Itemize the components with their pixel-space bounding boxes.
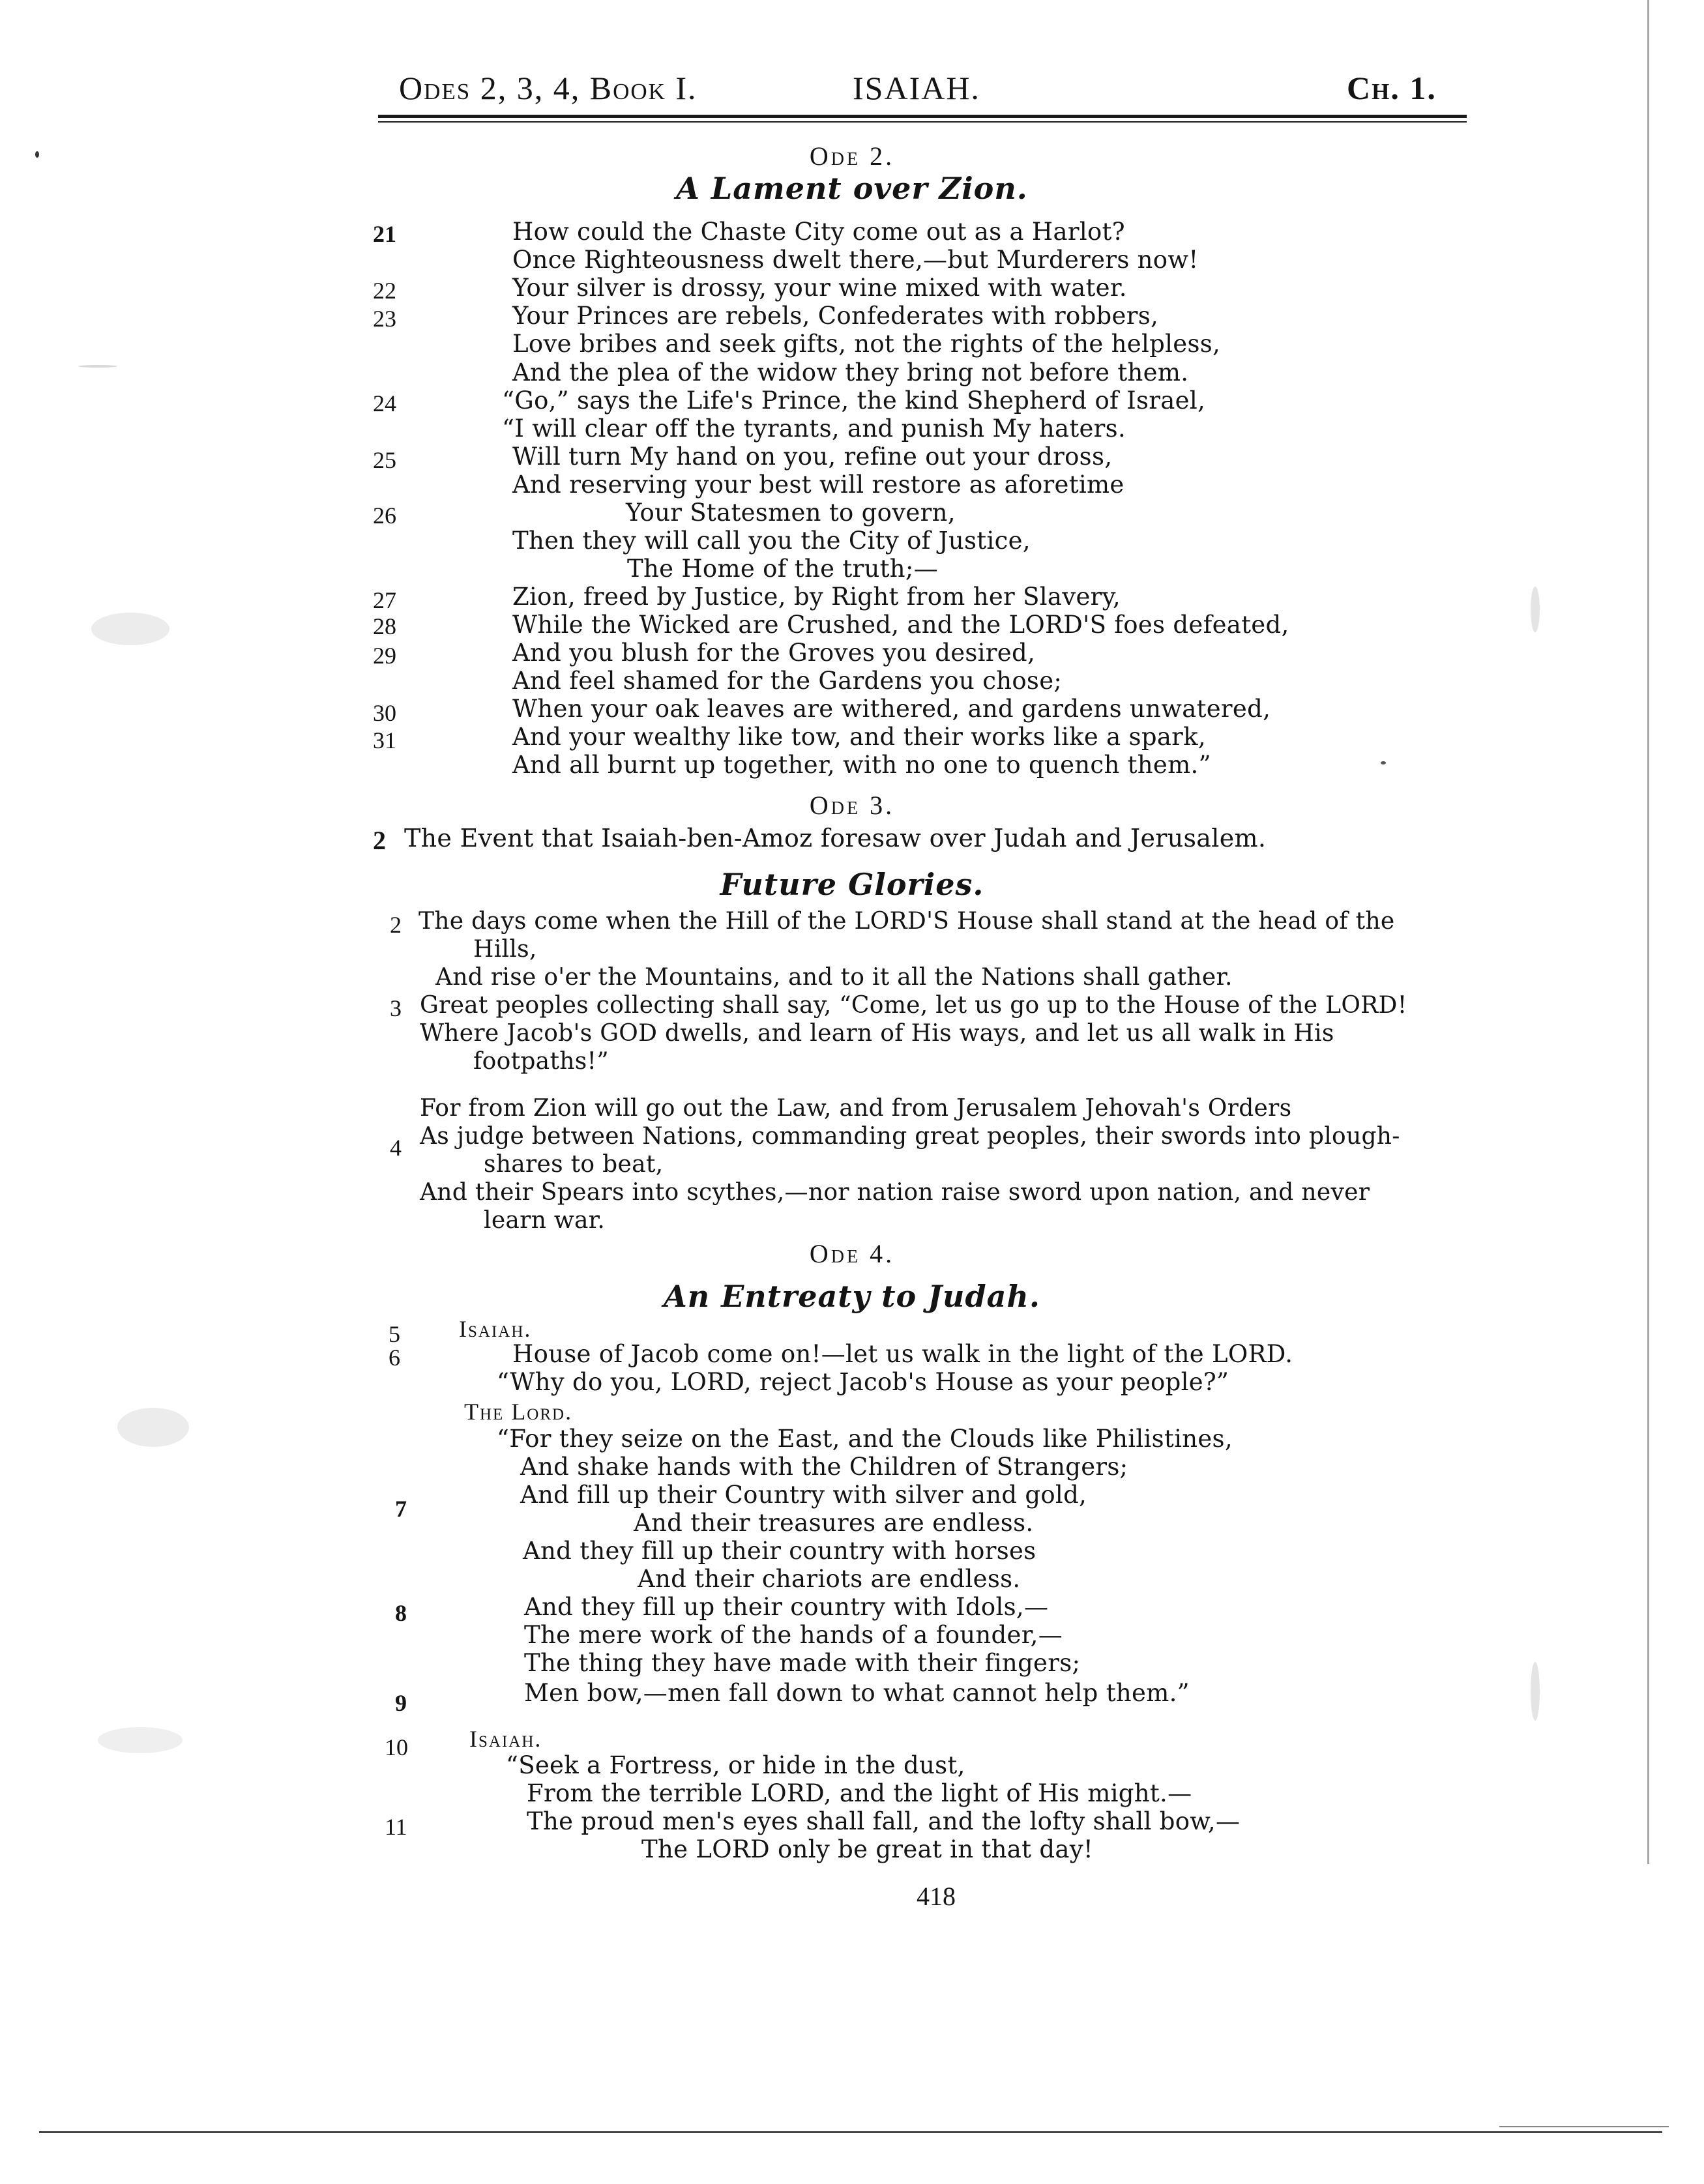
verse-line: How could the Chaste City come out as a Harlot? [512, 218, 1125, 246]
running-header-title: ISAIAH. [853, 70, 980, 106]
verse-line: And they fill up their country with Idols,— [524, 1593, 1049, 1621]
verse-line: While the Wicked are Crushed, and the LORD'S foes defeated, [512, 611, 1289, 639]
verse-line: The thing they have made with their fingers; [524, 1649, 1081, 1677]
verse-number: 31 [373, 727, 396, 753]
scan-edge-line [1647, 0, 1649, 1864]
ode-3-title: Future Glories. [720, 867, 984, 902]
ode-3-intro: The Event that Isaiah-ben-Amoz foresaw over Judah and Jerusalem. [404, 824, 1267, 852]
verse-line: And they fill up their country with horses [523, 1537, 1036, 1565]
header-rule-thin [378, 121, 1467, 123]
verse-number: 27 [373, 587, 396, 613]
verse-number: 10 [385, 1734, 408, 1760]
ode-3-label: Ode 3. [809, 791, 895, 820]
verse-line: As judge between Nations, commanding great peoples, their swords into plough- [420, 1123, 1400, 1150]
scan-speck [1531, 587, 1540, 632]
scan-speck [1381, 761, 1386, 764]
verse-number: 11 [385, 1814, 407, 1840]
verse-line: And their treasures are endless. [634, 1509, 1034, 1537]
verse-line: And you blush for the Groves you desired, [512, 639, 1036, 667]
verse-number: 29 [373, 643, 396, 669]
speaker-label: The Lord. [464, 1399, 573, 1425]
verse-line: House of Jacob come on!—let us walk in the light of the LORD. [512, 1340, 1293, 1368]
verse-line: “Seek a Fortress, or hide in the dust, [506, 1751, 965, 1779]
verse-number: 6 [389, 1345, 400, 1371]
verse-number: 5 [389, 1321, 400, 1347]
verse-number: 2 [390, 912, 402, 938]
verse-line: “For they seize on the East, and the Clouds like Philistines, [497, 1425, 1233, 1453]
verse-line: Hills, [473, 936, 537, 963]
verse-number: 23 [373, 306, 396, 332]
verse-number: 4 [390, 1135, 402, 1161]
verse-line: And the plea of the widow they bring not before them. [512, 358, 1189, 386]
ode-2-title: A Lament over Zion. [676, 171, 1028, 206]
header-rule [378, 115, 1467, 118]
ode-4-title: An Entreaty to Judah. [664, 1279, 1040, 1314]
verse-line: Where Jacob's GOD dwells, and learn of His ways, and let us all walk in His [420, 1020, 1334, 1047]
verse-number: 2 [373, 826, 386, 855]
verse-line: Then they will call you the City of Justice, [512, 527, 1031, 555]
scan-speck [117, 1408, 189, 1447]
verse-line: Men bow,—men fall down to what cannot help them.” [524, 1679, 1190, 1707]
page-number: 418 [917, 1882, 956, 1911]
ode-4-label: Ode 4. [809, 1239, 895, 1268]
verse-line: And your wealthy like tow, and their works like a spark, [512, 723, 1206, 751]
verse-number: 24 [373, 390, 396, 416]
scan-speck [1531, 1662, 1540, 1721]
verse-line: learn war. [484, 1207, 606, 1234]
verse-line: And feel shamed for the Gardens you chose; [512, 667, 1063, 695]
speaker-label: Isaiah. [469, 1726, 542, 1752]
verse-line: When your oak leaves are withered, and gardens unwatered, [512, 695, 1271, 723]
verse-line: footpaths!” [473, 1048, 609, 1075]
verse-number: 28 [373, 613, 396, 639]
running-header-left: Odes 2, 3, 4, Book I. [399, 70, 698, 106]
verse-number: 30 [373, 700, 396, 726]
verse-number: 22 [373, 278, 396, 304]
scan-speck [98, 1727, 183, 1753]
verse-line: And fill up their Country with silver and gold, [520, 1481, 1087, 1509]
verse-line: “Why do you, LORD, reject Jacob's House as your people?” [497, 1368, 1229, 1396]
verse-line: And their Spears into scythes,—nor nation raise sword upon nation, and never [420, 1179, 1370, 1206]
verse-line: From the terrible LORD, and the light of His might.— [527, 1779, 1192, 1807]
verse-line: The mere work of the hands of a founder,— [524, 1621, 1063, 1649]
verse-line: Love bribes and seek gifts, not the rights of the helpless, [512, 330, 1221, 358]
speaker-label: Isaiah. [459, 1316, 532, 1342]
verse-line: “I will clear off the tyrants, and punish My haters. [502, 415, 1126, 443]
verse-line: “Go,” says the Life's Prince, the kind Shepherd of Israel, [502, 386, 1206, 415]
verse-line: The LORD only be great in that day! [641, 1835, 1094, 1863]
verse-number: 3 [390, 995, 402, 1021]
verse-line: Will turn My hand on you, refine out your dross, [512, 443, 1113, 471]
ode-2-label: Ode 2. [809, 141, 895, 171]
verse-line: Your silver is drossy, your wine mixed with water. [512, 274, 1127, 302]
verse-line: And all burnt up together, with no one to quench them.” [512, 751, 1211, 779]
verse-line: Your Princes are rebels, Confederates with robbers, [512, 302, 1159, 330]
running-header-chapter: Ch. 1. [1347, 70, 1437, 106]
verse-line: The Home of the truth;— [627, 555, 938, 583]
verse-line: Great peoples collecting shall say, “Come, let us go up to the House of the LORD! [420, 992, 1407, 1019]
verse-number: 9 [395, 1690, 407, 1716]
verse-line: And shake hands with the Children of Strangers; [520, 1453, 1128, 1481]
verse-line: The days come when the Hill of the LORD'S House shall stand at the head of the [419, 908, 1395, 935]
verse-line: Once Righteousness dwelt there,—but Murderers now! [512, 246, 1199, 274]
scan-speck [78, 365, 117, 368]
verse-line: Zion, freed by Justice, by Right from her Slavery, [512, 583, 1121, 611]
verse-number: 25 [373, 447, 396, 473]
verse-number: 8 [395, 1600, 407, 1626]
verse-number: 7 [395, 1496, 407, 1522]
verse-line: The proud men's eyes shall fall, and the lofty shall bow,— [527, 1807, 1241, 1835]
verse-number: 26 [373, 502, 396, 529]
verse-line: shares to beat, [484, 1151, 664, 1178]
verse-line: Your Statesmen to govern, [626, 499, 956, 527]
verse-line: And their chariots are endless. [638, 1565, 1021, 1593]
verse-line: And rise o'er the Mountains, and to it all the Nations shall gather. [435, 964, 1233, 991]
verse-number: 21 [373, 221, 396, 247]
scan-bottom-line-short [1499, 2126, 1669, 2127]
verse-line: For from Zion will go out the Law, and from Jerusalem Jehovah's Orders [420, 1095, 1292, 1122]
scan-bottom-line [39, 2131, 1662, 2133]
scan-speck [91, 613, 169, 645]
verse-line: And reserving your best will restore as aforetime [512, 471, 1124, 499]
scan-speck [35, 151, 39, 158]
